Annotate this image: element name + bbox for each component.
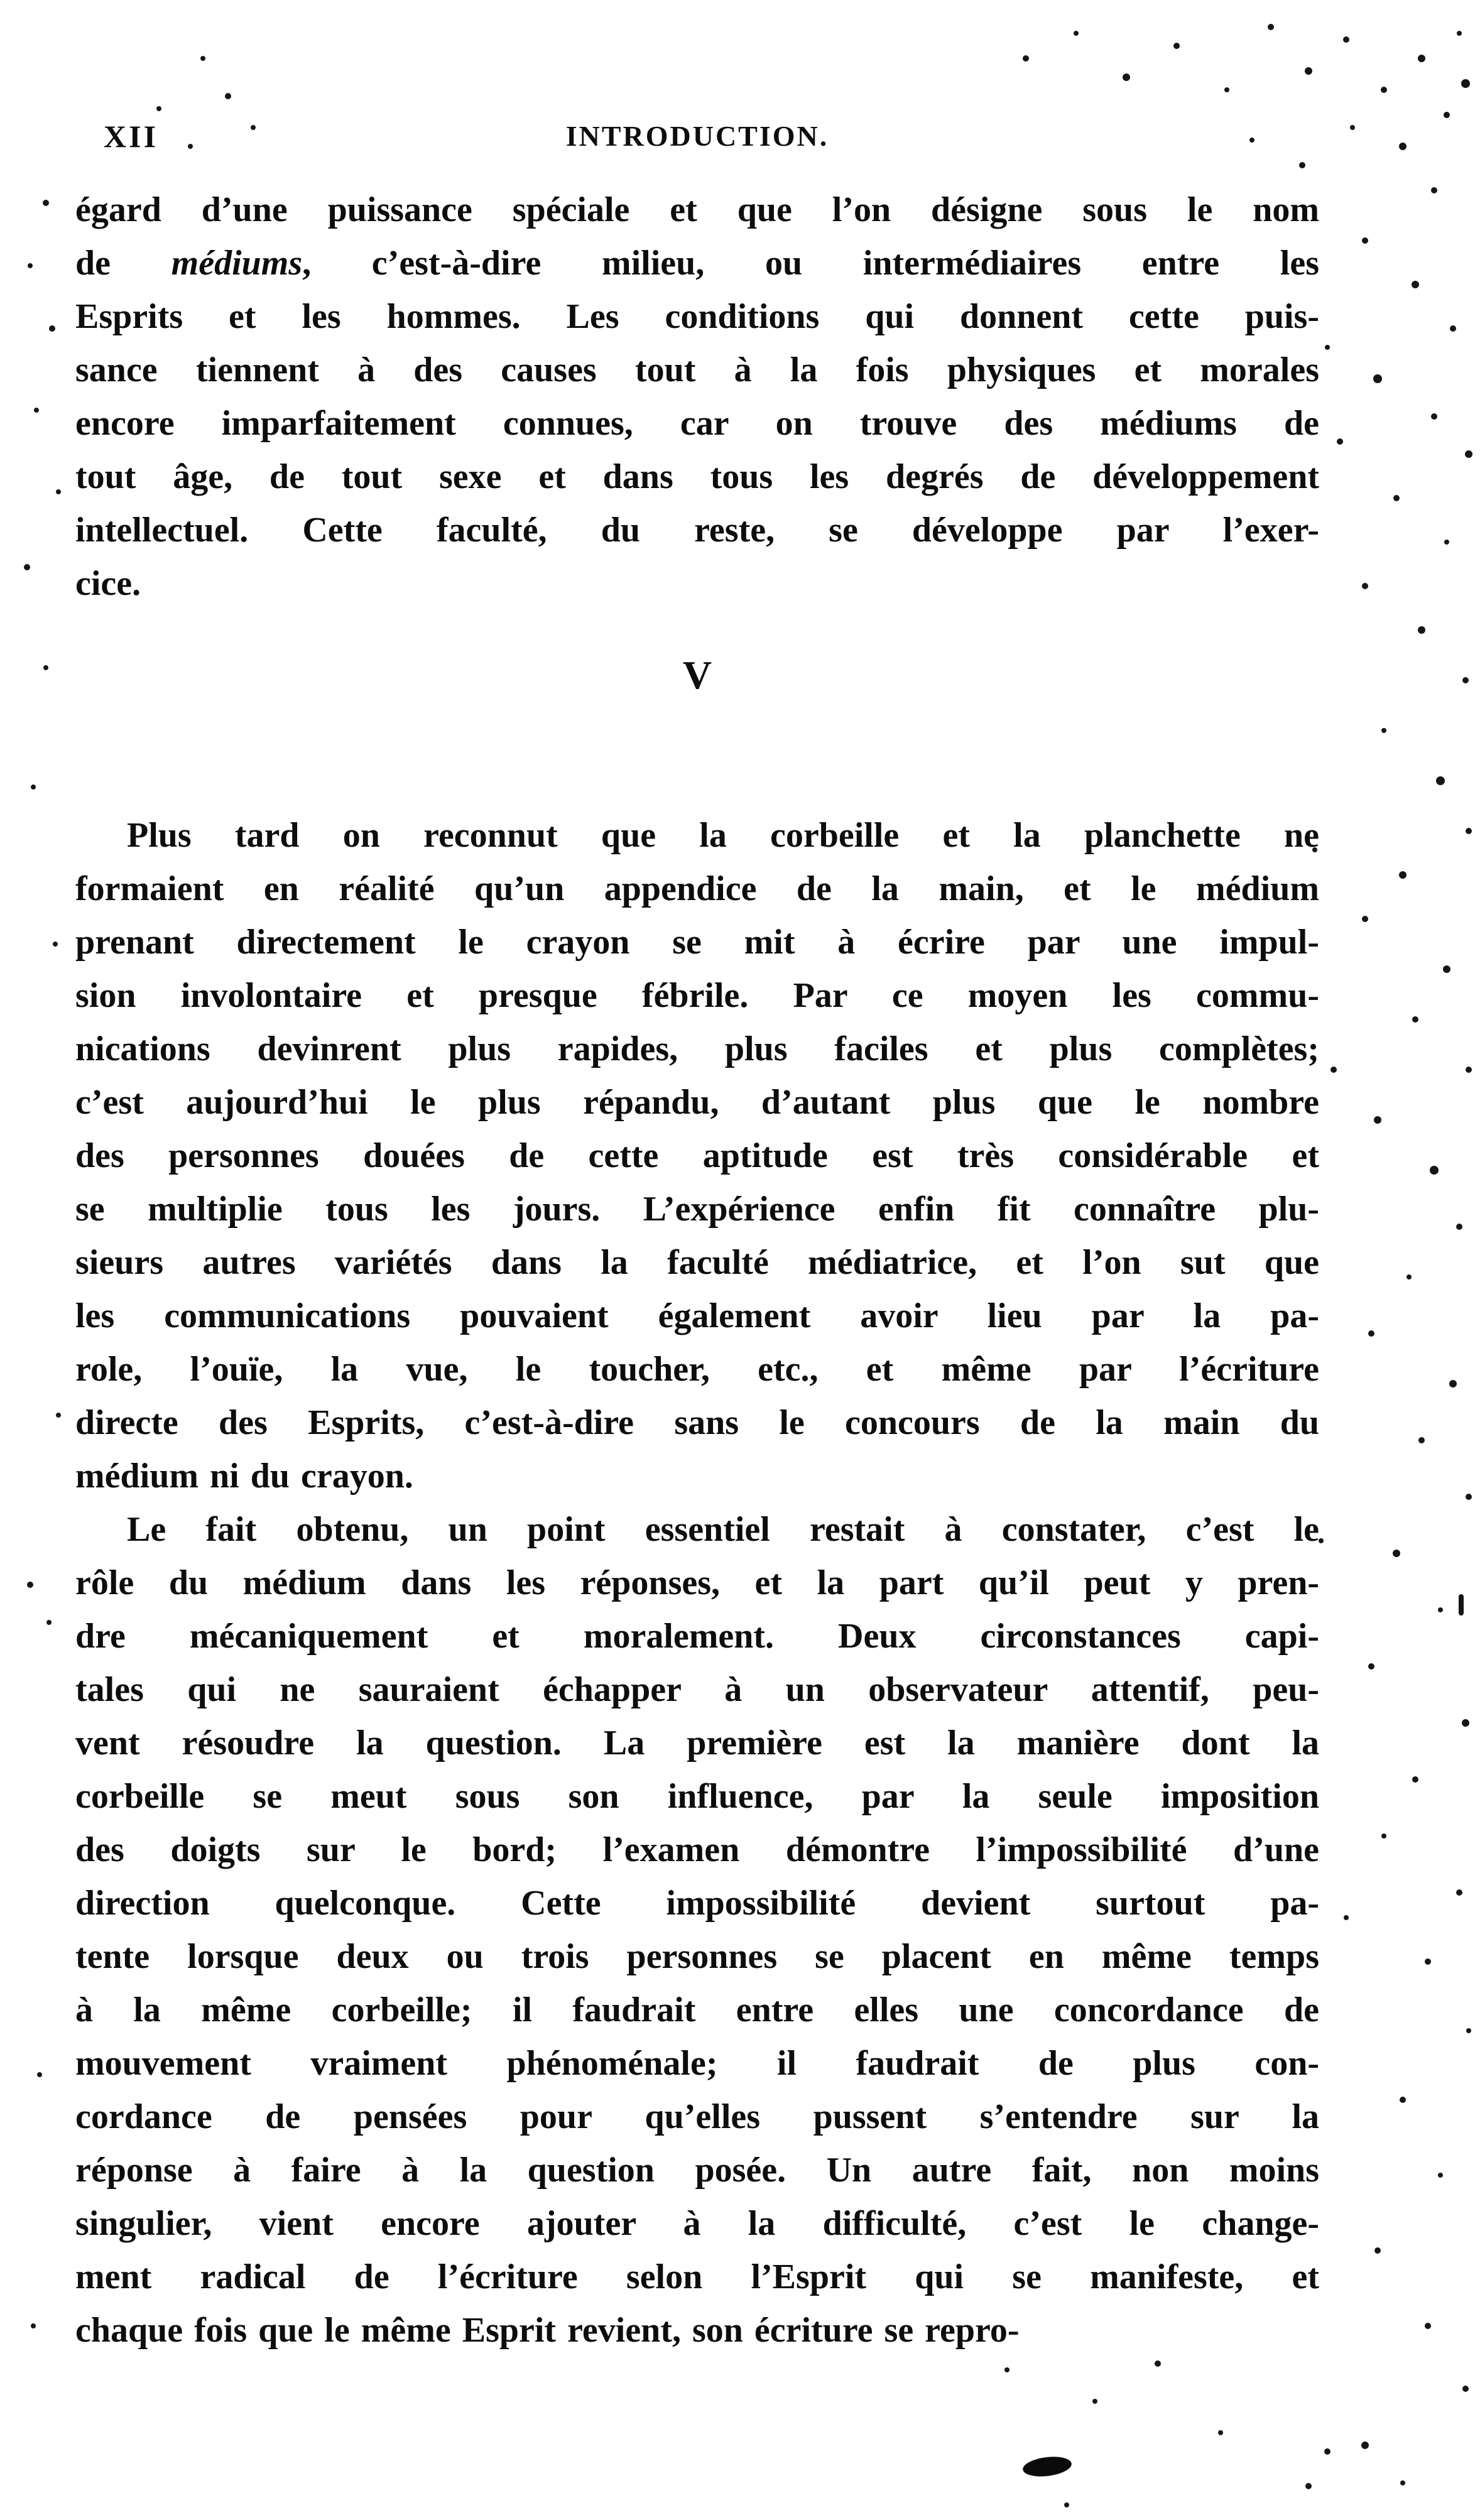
text-line: Le fait obtenu, un point essentiel restait à constater, c’est le (127, 1510, 1319, 1549)
text-line: directe des Esprits, c’est-à-dire sans le concours de la main du (75, 1403, 1319, 1442)
text-line: des personnes douées de cette aptitude est très considérable et (75, 1136, 1319, 1175)
text-line: tales qui ne sauraient échapper à un observateur attentif, peu- (75, 1670, 1319, 1709)
text-line: égard d’une puissance spéciale et que l’on désigne sous le nom (75, 190, 1319, 229)
text-line: vent résoudre la question. La première est la manière dont la (75, 1724, 1319, 1762)
paragraph-1 (75, 183, 1319, 611)
text-line: c’est aujourd’hui le plus répandu, d’autant plus que le nombre (75, 1083, 1319, 1122)
text-line: Plus tard on reconnut que la corbeille et la planchette ne (127, 816, 1319, 855)
paragraph-2 (75, 809, 1319, 1503)
text-line: se multiplie tous les jours. L’expérience enfin fit connaître plu- (75, 1190, 1319, 1229)
text-line: Esprits et les hommes. Les conditions qui donnent cette puis- (75, 297, 1319, 336)
text-line: de médiums, c’est-à-dire milieu, ou intermédiaires entre les (75, 244, 1320, 283)
text-line: les communications pouvaient également avoir lieu par la pa- (75, 1296, 1319, 1335)
text-line: corbeille se meut sous son influence, par la seule imposition (75, 1777, 1319, 1816)
ink-blob (1021, 2454, 1072, 2479)
text-line: des doigts sur le bord; l’examen démontre l’impossibilité d’une (75, 1830, 1319, 1869)
text-line: nications devinrent plus rapides, plus faciles et plus complètes; (75, 1029, 1319, 1068)
text-line: dre mécaniquement et moralement. Deux circonstances capi- (75, 1617, 1319, 1656)
ink-speck-vertical (1459, 1594, 1464, 1616)
text-line: tente lorsque deux ou trois personnes se placent en même temps (75, 1937, 1319, 1976)
text-line: sion involontaire et presque fébrile. Par ce moyen les commu- (75, 976, 1319, 1015)
text-line: singulier, vient encore ajouter à la difficulté, c’est le change- (75, 2204, 1319, 2243)
text-line: mouvement vraiment phénoménale; il faudrait de plus con- (75, 2044, 1319, 2083)
text-line: réponse à faire à la question posée. Un autre fait, non moins (75, 2151, 1319, 2190)
text-line: intellectuel. Cette faculté, du reste, se développe par l’exer- (75, 511, 1319, 550)
text-line: chaque fois que le même Esprit revient, son écriture se repro- (75, 2311, 1020, 2350)
text-line: formaient en réalité qu’un appendice de la main, et le médium (75, 869, 1319, 908)
text-line: médium ni du crayon. (75, 1457, 413, 1496)
text-line: à la même corbeille; il faudrait entre elles une concordance de (75, 1990, 1319, 2029)
text-line: sance tiennent à des causes tout à la fois physiques et morales (75, 350, 1319, 389)
text-line: cice. (75, 564, 141, 603)
text-line: prenant directement le crayon se mit à écrire par une impul- (75, 923, 1319, 962)
page-number: XII (104, 119, 159, 154)
text-line: tout âge, de tout sexe et dans tous les degrés de développement (75, 457, 1319, 496)
text-line: ment radical de l’écriture selon l’Esprit qui se manifeste, et (75, 2257, 1319, 2296)
running-title: INTRODUCTION. (565, 120, 829, 152)
text-line: direction quelconque. Cette impossibilité devient surtout pa- (75, 1884, 1319, 1923)
page-header (75, 118, 1319, 162)
text-line: role, l’ouïe, la vue, le toucher, etc., et même par l’écriture (75, 1350, 1319, 1389)
paragraph-3 (75, 1503, 1319, 2357)
text-line: encore imparfaitement connues, car on trouve des médiums de (75, 404, 1319, 443)
text-line: rôle du médium dans les réponses, et la part qu’il peut y pren- (75, 1563, 1319, 1602)
text-line: cordance de pensées pour qu’elles pussent s’entendre sur la (75, 2097, 1319, 2136)
section-heading: V (682, 653, 712, 697)
text-line: sieurs autres variétés dans la faculté médiatrice, et l’on sut que (75, 1243, 1319, 1282)
